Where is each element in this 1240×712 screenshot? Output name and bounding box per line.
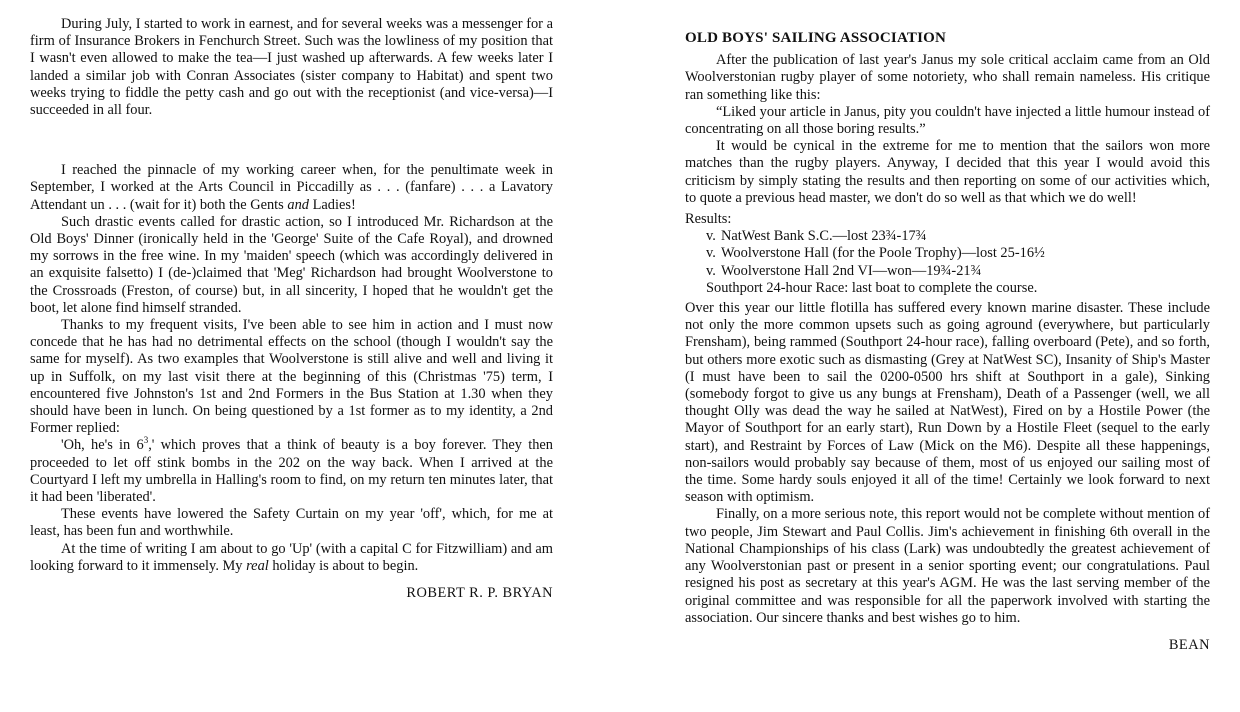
author-signature: BEAN xyxy=(1168,636,1210,653)
paragraph: Such drastic events called for drastic action, so I introduced Mr. Richardson at the Old Boys' Dinner (ironically held in the 'George' Suite of the Cafe Royal), and drowned my sorrows in the free wine. In my 'maiden' speech (which was accordingly delivered in an exquisite falsetto) I (de-)claimed that 'Meg' Richardson had brought Woolverstone to the Crossroads (Freston, of course) but, in all sincerity, I hoped that he wouldn't get the boot, let alone find himself stranded. xyxy=(30,213,553,316)
result-text: Woolverstone Hall 2nd VI—won—19¾-21¾ xyxy=(721,262,982,279)
article-title: OLD BOYS' SAILING ASSOCIATION xyxy=(685,30,947,46)
result-text: Woolverstone Hall (for the Poole Trophy)—lost 25-16½ xyxy=(721,245,1045,262)
result-item xyxy=(685,263,1210,280)
results-list xyxy=(685,228,1210,297)
result-prefix: v. xyxy=(706,262,716,279)
text: Ladies! xyxy=(308,196,356,213)
result-prefix: v. xyxy=(706,245,716,262)
paragraph xyxy=(30,162,553,214)
italic-text: real xyxy=(246,557,269,574)
paragraph: Over this year our little flotilla has suffered every known marine disaster. These include not only the more common upsets such as going aground (everywhere, but particularly Frensham), being rammed (Southport 24-hour race), falling overboard (Pete), and so forth, but others more exotic such as dismasting (Grey at NatWest SC), Insanity of Ship's Master (I must have been to sail the 0200-0500 hrs shift at Southport in a gale), Sinking (somebody forgot to give us any bungs at Frensham), Death of a Passenger (well, we all thought Olly was dead the way he sailed at NatWest), Fired on by a Hostile Power (the Mayor of Southport for an early start), Run Down by a Hostile Fleet (sequel to the early start), and Restraint by Forces of Law (Mick on the M6). Despite all these happenings, non-sailors would probably say because of them, most of us enjoyed our sailing most of the time. Some hardy souls enjoyed it all of the time! Certainly we look forward to next season with optimism. xyxy=(685,300,1210,506)
right-page xyxy=(685,30,1210,654)
paragraph: During July, I started to work in earnest, and for several weeks was a messenger for a firm of Insurance Brokers in Fenchurch Street. Such was the lowliness of my position that I wasn't even allowed to make the tea—I just washed up afterwards. A few weeks later I landed a similar job with Conran Associates (sister company to Habitat) and spent two weeks trying to fiddle the petty cash and go out with the receptionist (and vice-versa)—I succeeded in all four. xyxy=(30,16,553,119)
paragraph: Finally, on a more serious note, this report would not be complete without mention of two people, Jim Stewart and Paul Collis. Jim's achievement in finishing 6th overall in the National Championships of his class (Lark) was undoubtedly the greatest achievement of any Woolverstonian past or present in a senior sporting event; our congratulations. Paul resigned his post as secretary at this year's AGM. He was the last serving member of the original committee and was responsible for all the paperwork involved with starting the association. Our sincere thanks and best wishes go to him. xyxy=(685,506,1210,626)
author-signature: ROBERT R. P. BRYAN xyxy=(406,585,553,602)
paragraph: “Liked your article in Janus, pity you couldn't have injected a little humour instead of concentrating on all those boring results.” xyxy=(685,103,1210,138)
text: At the time of writing I am about to go 'Up' (with a capital C for Fitzwilliam) and am looking forward to it immensely. My xyxy=(30,540,553,574)
result-item xyxy=(685,280,1210,297)
left-page xyxy=(30,16,553,602)
paragraph: These events have lowered the Safety Curtain on my year 'off', which, for me at least, has been fun and worthwhile. xyxy=(30,506,553,540)
italic-text: and xyxy=(287,196,309,213)
text: holiday is about to begin. xyxy=(268,557,419,574)
paragraph xyxy=(30,541,553,575)
result-text: NatWest Bank S.C.—lost 23¾-17¾ xyxy=(721,228,927,245)
paragraph: Thanks to my frequent visits, I've been able to see him in action and I must now concede that he has had no detrimental effects on the school (though I wouldn't say the same for myself). As two examples that Woolverstone is still alive and well and living it up in Suffolk, on my last visit there at the beginning of this (Christmas '75) term, I encountered five Johnston's 1st and 2nd Formers in the Bus Station at 1.30 when they should have been in lunch. On being questioned by a 1st former as to my identity, a 2nd Former replied: xyxy=(30,317,553,437)
result-prefix: v. xyxy=(706,228,716,245)
result-item xyxy=(685,228,1210,245)
paragraph xyxy=(30,437,553,506)
text: I reached the pinnacle of my working career when, for the penultimate week in September, I worked at the Arts Council in Piccadilly as . . . (fanfare) . . . a Lavatory Attendant un . . . (wait for it) both the Gents xyxy=(30,162,553,213)
paragraph: It would be cynical in the extreme for me to mention that the sailors won more matches than the rugby players. Anyway, I decided that this year I would avoid this criticism by simply stating the results and then reporting on some of our activities which, to quote a previous head master, we don't do so well as that which we do well! xyxy=(685,138,1210,206)
result-text: Southport 24-hour Race: last boat to complete the course. xyxy=(706,279,1038,296)
superscript: 3 xyxy=(143,435,149,446)
paragraph: After the publication of last year's Janus my sole critical acclaim came from an Old Woolverstonian rugby player of some notoriety, who shall remain nameless. His critique ran something like this: xyxy=(685,52,1210,103)
results-label: Results: xyxy=(685,211,732,228)
result-item xyxy=(685,245,1210,262)
text: 'Oh, he's in 6 xyxy=(61,437,144,454)
spacer xyxy=(30,119,553,162)
text: ,' which proves that a think of beauty is a boy forever. They then proceeded to let off stink bombs in the 202 on the way back. When I arrived at the Courtyard I left my umbrella in Halling's room to find, on my return ten minutes later, that it had been 'liberated'. xyxy=(30,437,553,506)
